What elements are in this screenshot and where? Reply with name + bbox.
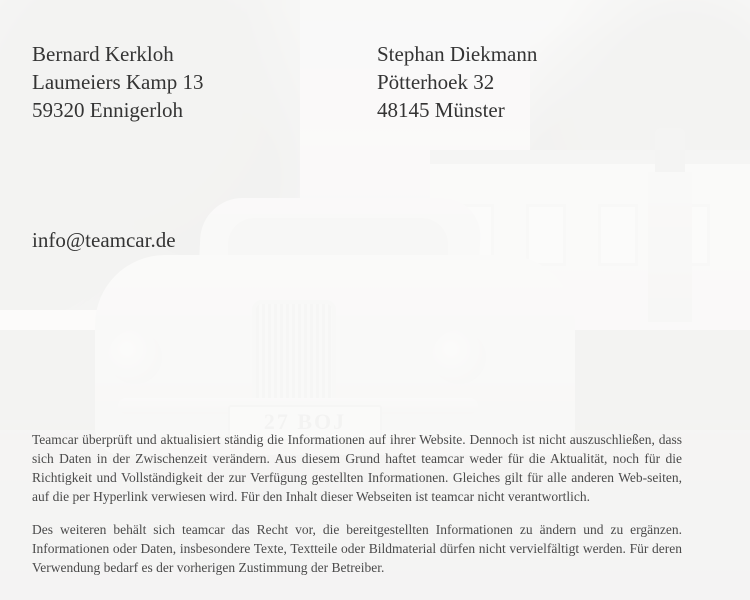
legal-paragraph-2: Des weiteren behält sich teamcar das Recht vor, die bereitgestellten Informationen zu ändern und zu ergänzen. Informationen oder Daten, insbesondere Texte, Textteile oder Bildmaterial dürfen nicht vervielfältigt werden. Für deren Verwendung bedarf es der vorherigen Zustimmung der Betreiber. — [32, 522, 682, 575]
email-address[interactable]: info@teamcar.de — [32, 228, 176, 252]
address-block-2 — [377, 40, 537, 124]
legal-paragraph-1: Teamcar überprüft und aktualisiert ständig die Informationen auf ihrer Website. Dennoch ist nicht auszuschließen, dass sich Daten in der Zwischenzeit verändern. Aus diesem Grund haftet teamcar weder für die Aktualität, noch für die Richtigkeit und Vollständigkeit der zur Verfügung gestellten Informationen. Gleiches gilt für alle anderen Web-seiten, auf die per Hyperlink verwiesen wird. Für den Inhalt dieser Webseiten ist teamcar nicht verantwortlich. — [32, 432, 682, 504]
address-street: Pötterhoek 32 — [377, 70, 495, 94]
address-city: 59320 Ennigerloh — [32, 98, 184, 122]
legal-disclaimer — [32, 430, 682, 577]
address-street: Laumeiers Kamp 13 — [32, 70, 204, 94]
address-block-1 — [32, 40, 377, 124]
address-city: 48145 Münster — [377, 98, 505, 122]
address-name: Stephan Diekmann — [377, 42, 538, 66]
address-name: Bernard Kerkloh — [32, 42, 174, 66]
contact-addresses — [32, 40, 722, 124]
